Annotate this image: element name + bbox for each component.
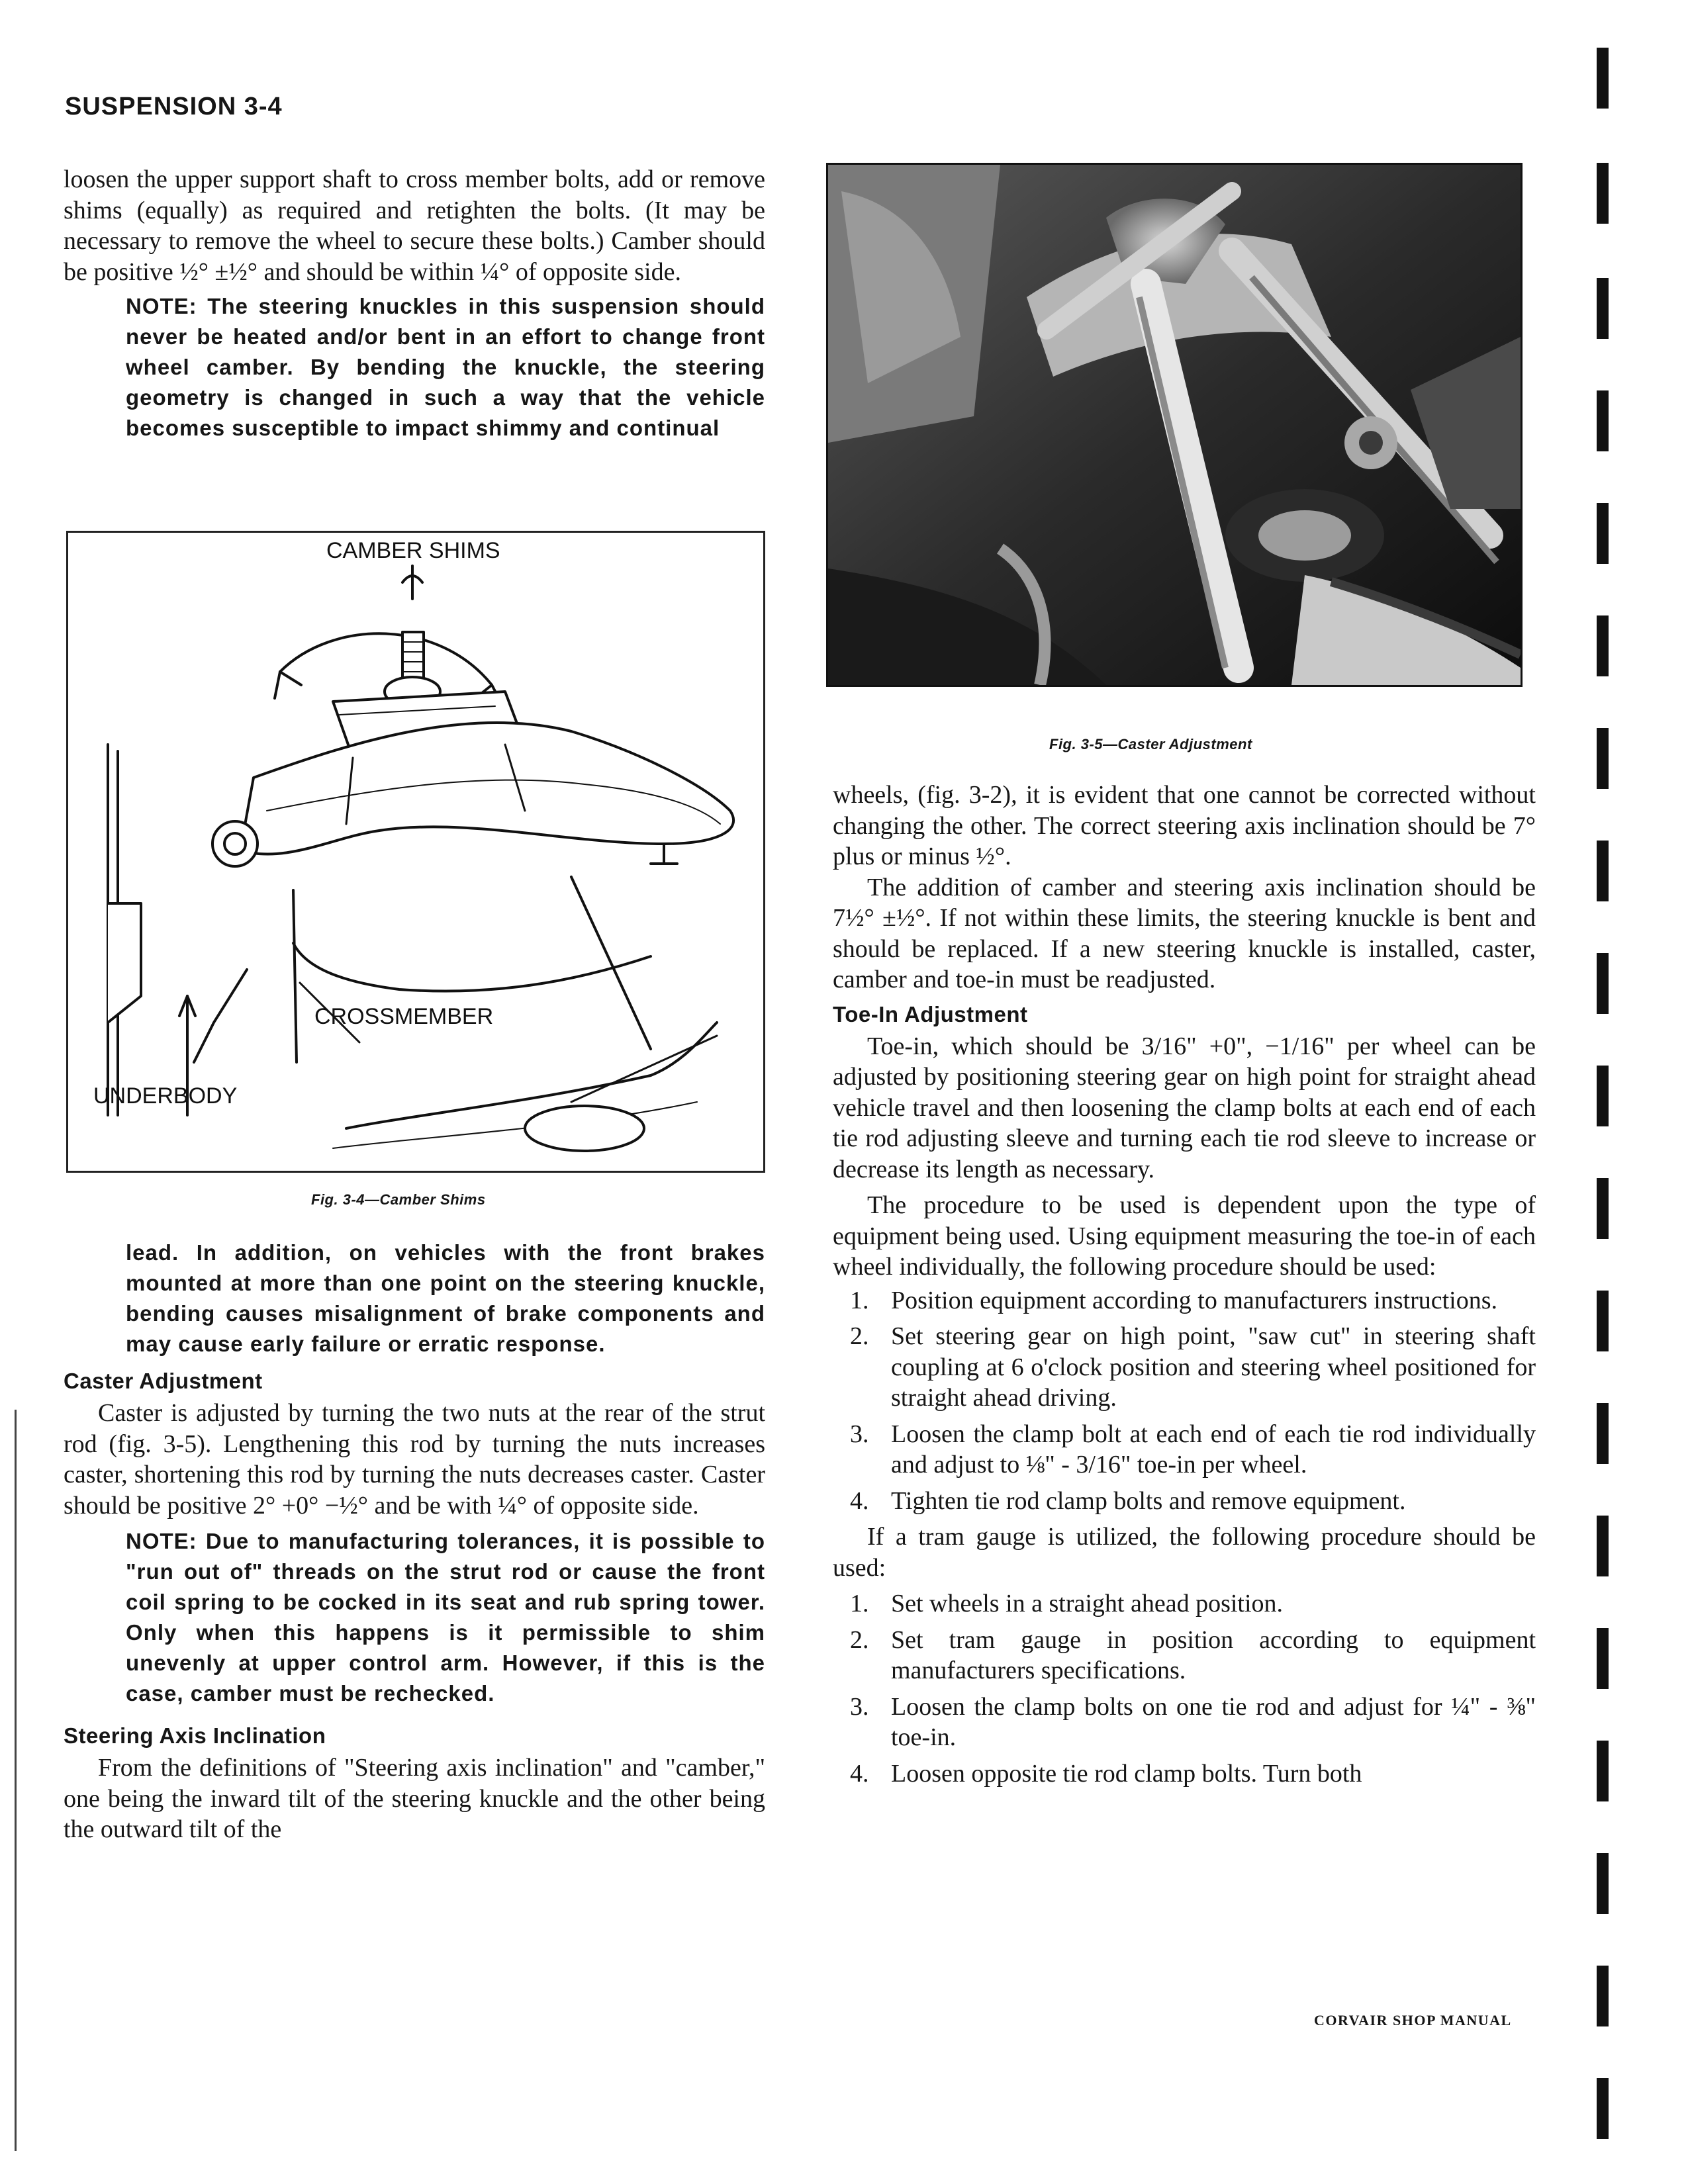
label-crossmember: CROSSMEMBER <box>314 1004 494 1029</box>
steering-axis-continued: wheels, (fig. 3-2), it is evident that one cannot be corrected without changing the other. The correct steering axis inclination should be 7° plus or minus ½°. <box>833 781 1536 870</box>
left-margin-rule <box>15 1410 17 2151</box>
note-camber-part2: lead. In addition, on vehicles with the front brakes mounted at more than one point on the steering knuckle, bending causes misalignment of brake components and may cause early failure or erratic response. <box>126 1240 765 1356</box>
step-individual-1: 1. Position equipment according to manufacturers instructions. <box>850 1286 1498 1314</box>
toe-in-paragraph: Toe-in, which should be 3/16" +0", −1/16" per wheel can be adjusted by positioning steering gear on high point for straight ahead vehicle travel and then loosening the clamp bolts at each end of each tie rod adjusting sleeve and turning each tie rod sleeve to increase or decrease its length as necessary. <box>833 1032 1536 1183</box>
camber-shims-illustration <box>68 533 763 1171</box>
binding-mark <box>1597 1741 1609 1801</box>
binding-mark <box>1597 953 1609 1014</box>
binding-mark <box>1597 503 1609 564</box>
figure-3-5-caption: Fig. 3-5—Caster Adjustment <box>1049 736 1252 752</box>
binding-mark <box>1597 728 1609 789</box>
binding-mark <box>1597 1853 1609 1914</box>
step-individual-2: 2. Set steering gear on high point, "saw cut" in steering shaft coupling at 6 o'clock position and steering wheel positioned for straight ahead driving. <box>850 1322 1536 1412</box>
binding-mark <box>1597 2078 1609 2139</box>
binding-mark <box>1597 1178 1609 1239</box>
binding-mark <box>1597 1516 1609 1576</box>
left-column-bottom <box>64 1238 765 1845</box>
right-column <box>833 780 1536 1789</box>
intro-paragraph: loosen the upper support shaft to cross member bolts, add or remove shims (equally) as required and retighten the bolts. (It may be necessary to remove the wheel to secure these bolts.) Camber should be positive ½° ±½° and should be within ¼° of opposite side. <box>64 165 765 286</box>
step-tram-1: 1. Set wheels in a straight ahead position. <box>850 1590 1284 1617</box>
step-tram-3: 3. Loosen the clamp bolts on one tie rod and adjust for ¼" - ⅜" toe-in. <box>850 1692 1536 1751</box>
figure-3-4-caption: Fig. 3-4—Camber Shims <box>311 1191 486 1208</box>
binding-mark <box>1597 1066 1609 1126</box>
toe-in-heading: Toe-In Adjustment <box>833 1001 1028 1026</box>
step-tram-2: 2. Set tram gauge in position according to equipment manufacturers specifications. <box>850 1625 1536 1684</box>
binding-mark <box>1597 278 1609 339</box>
toe-in-steps-individual <box>833 1285 1536 1517</box>
figure-camber-shims <box>66 531 765 1173</box>
binding-mark <box>1597 615 1609 676</box>
toe-in-steps-tram <box>833 1588 1536 1789</box>
running-head: SUSPENSION 3-4 <box>65 93 283 120</box>
running-foot: CORVAIR SHOP MANUAL <box>1314 2012 1512 2028</box>
binding-mark <box>1597 1403 1609 1464</box>
caster-paragraph: Caster is adjusted by turning the two nuts at the rear of the strut rod (fig. 3-5). Lengthening this rod by turning the nuts increases caster, shortening this rod by turning the nuts decreases caster. Caster should be positive 2° +0° −½° and be with ¼° of opposite side. <box>64 1399 765 1520</box>
binding-mark <box>1597 1628 1609 1689</box>
binding-mark <box>1597 1966 1609 2026</box>
binding-mark <box>1597 841 1609 901</box>
label-camber-shims: CAMBER SHIMS <box>326 538 500 563</box>
steering-axis-paragraph: From the definitions of "Steering axis inclination" and "camber," one being the inward tilt of the steering knuckle and the other being the outward tilt of the <box>64 1754 765 1843</box>
binding-mark <box>1597 163 1609 224</box>
step-individual-4: 4. Tighten tie rod clamp bolts and remove equipment. <box>850 1486 1406 1515</box>
step-tram-4: 4. Loosen opposite tie rod clamp bolts. Turn both <box>850 1759 1362 1788</box>
caster-heading: Caster Adjustment <box>64 1369 263 1393</box>
step-individual-3: 3. Loosen the clamp bolt at each end of each tie rod individually and adjust to ⅛" - 3/16" toe-in per wheel. <box>850 1420 1536 1479</box>
procedure-paragraph: The procedure to be used is dependent upon the type of equipment being used. Using equipment measuring the toe-in of each wheel individually, the following procedure should be used: <box>833 1191 1536 1281</box>
steering-axis-heading: Steering Axis Inclination <box>64 1723 326 1748</box>
binding-mark <box>1597 1291 1609 1351</box>
note-camber-part1: NOTE: The steering knuckles in this suspension should never be heated and/or bent in an effort to change front wheel camber. By bending the knuckle, the steering geometry is changed in such a way that the vehicle becomes susceptible to impact shimmy and continual <box>126 294 765 440</box>
label-underbody: UNDERBODY <box>93 1083 238 1109</box>
note-caster: NOTE: Due to manufacturing tolerances, it is possible to "run out of" threads on the strut rod or cause the front coil spring to be cocked in its seat and rub spring tower. Only when this happens is it permissible to shim unevenly at upper control arm. However, if this is the case, camber must be rechecked. <box>126 1529 765 1706</box>
binding-mark <box>1597 390 1609 451</box>
figure-caster-adjustment-photo <box>826 163 1523 687</box>
caster-adjustment-photo-image <box>828 165 1521 685</box>
steering-axis-paragraph-2: The addition of camber and steering axis inclination should be 7½° ±½°. If not within these limits, the steering knuckle is bent and should be replaced. If a new steering knuckle is installed, caster, camber and toe-in must be readjusted. <box>833 873 1536 993</box>
tram-gauge-paragraph: If a tram gauge is utilized, the following procedure should be used: <box>833 1523 1536 1582</box>
left-column-top <box>64 164 765 443</box>
binding-mark <box>1597 48 1609 109</box>
